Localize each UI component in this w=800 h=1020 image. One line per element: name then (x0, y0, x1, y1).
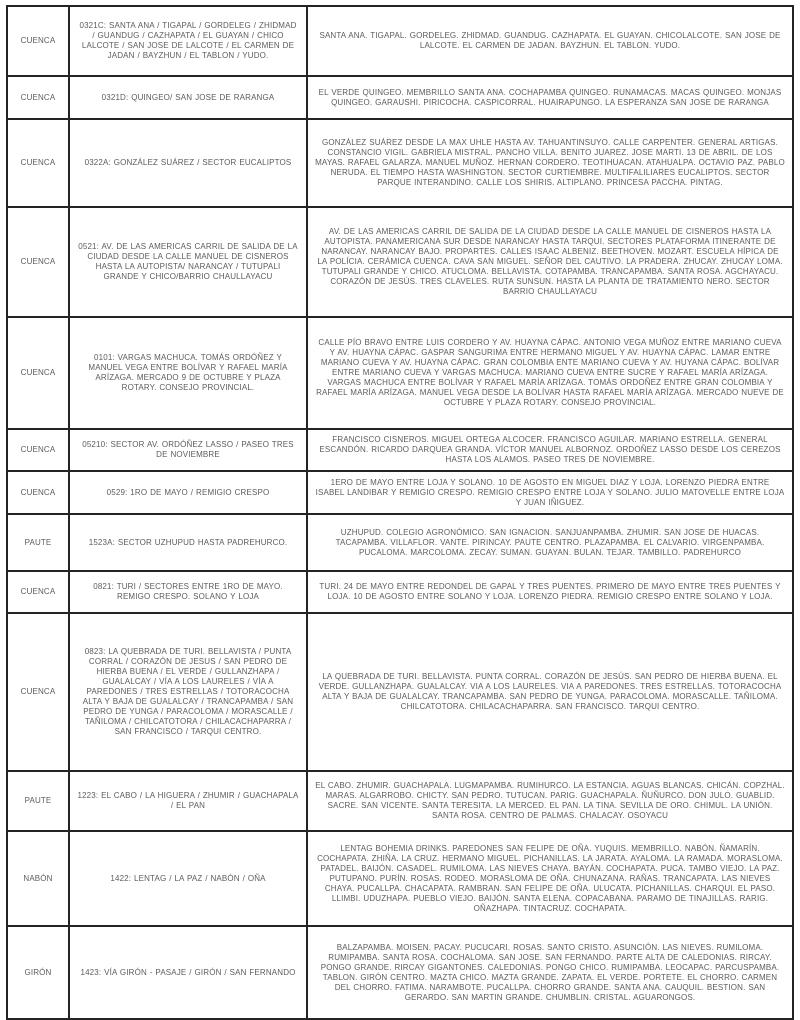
detail-cell: UZHUPUD. COLEGIO AGRONÓMICO. SAN IGNACION. SANJUANPAMBA. ZHUMIR. SAN JOSE DE HUACAS. TACAPAMBA. VILLAFLOR. VANTE. PIRINCAY. PAUTE CENTRO. PLAZAPAMBA. EL CALVARIO. VIRGENPAMBA. PUCALOMA. MARCOLOMA. ZECAY. SUMAN. GUAYAN. BULAN. TEJAR. TAMBILLO. PADREHURCO (307, 514, 793, 571)
detail-cell: SANTA ANA. TIGAPAL. GORDELEG. ZHIDMAD. GUANDUG. CAZHAPATA. EL GUAYAN. CHICOLALCOTE. SAN JOSE DE LALCOTE. EL CARMEN DE JADAN. BAYZHUN. EL TABLON. YUDO. (307, 6, 793, 76)
table-row (7, 831, 793, 926)
coverage-table (6, 5, 794, 1020)
sector-cell: 1422: LENTAG / LA PAZ / NABÓN / OÑA (69, 831, 307, 926)
table-row (7, 571, 793, 613)
table-row (7, 76, 793, 119)
table-row (7, 317, 793, 429)
sector-cell: 1523A: SECTOR UZHUPUD HASTA PADREHURCO. (69, 514, 307, 571)
sector-cell: 0321C: SANTA ANA / TIGAPAL / GORDELEG / ZHIDMAD / GUANDUG / CAZHAPATA / EL GUAYAN / CHICO LALCOTE / SAN JOSE DE LALCOTE / EL CARMEN DE JADAN / BAYZHUN / EL TABLON / YUDO. (69, 6, 307, 76)
detail-cell: AV. DE LAS AMERICAS CARRIL DE SALIDA DE LA CIUDAD DESDE LA CALLE MANUEL DE CISNEROS HASTA LA AUTOPISTA. PANAMERICANA SUR DESDE NARANCAY HASTA TARQUI. SECTORES PLATAFORMA ITINERANTE DE NARANCAY. NARANCAY BAJO. PROPARTES. CALLES ISAAC ALBENIZ. BEETHOVEN. MOZART. ESCUELA HÍPICA DE LA POLÍCIA. CERÁMICA CUENCA. CAVA SAN MIGUEL. SEÑOR DEL CAUTIVO. LA PRADERA. ZHUCAY. ZHUCAY LOMA. TUTUPALI GRANDE Y CHICO. ATUCLOMA. BELLAVISTA. COTAPAMBA. TRANCAPAMBA. SANTA ROSA. AGCHAYACU. CORAZÓN DE JESÚS. TRES CLAVELES. RUTA SUNSUN. HASTA LA PLANTA DE TRATAMIENTO NERO. SECTOR BARRIO CHAULLAYACU (307, 207, 793, 317)
canton-cell: PAUTE (7, 771, 69, 831)
canton-cell: CUENCA (7, 207, 69, 317)
detail-cell: FRANCISCO CISNEROS. MIGUEL ORTEGA ALCOCER. FRANCISCO AGUILAR. MARIANO ESTRELLA. GENERAL ESCANDÓN. RICARDO DARQUEA GRANDA. VÍCTOR MANUEL ALBORNOZ. ORDOÑEZ LASSO DESDE LOS CEREZOS HASTA LOS ALAMOS. PASEO TRES DE NOVIEMBRE. (307, 429, 793, 471)
detail-cell: BALZAPAMBA. MOISEN. PACAY. PUCUCARI. ROSAS. SANTO CRISTO. ASUNCIÓN. LAS NIEVES. RUMILOMA. RUMIPAMBA. SANTA ROSA. COCHALOMA. SAN JOSE. SAN FERNANDO. PARTE ALTA DE CALEDONIAS. RIRCAY. PONGO GRANDE. RIRCAY GIGANTONES. CALEDONIAS. PONGO CHICO. RUMIPAMBA. LEOCAPAC. PARCUSPAMBA. TABLON. GIRÓN CENTRO. MAZTA CHICO. MAZTA GRANDE. ZAPATA. EL VERDE. PORTETE. EL CHORRO. CARMEN DEL CHORRO. FATIMA. NARAMBOTE. PUCALLPA. CHORRO GRANDE. SANTA ANA. CAUQUIL. BESTION. SAN GERARDO. SAN MARTIN GRANDE. CHUMBLIN. CRISTAL. AGUARONGOS. (307, 926, 793, 1019)
canton-cell: CUENCA (7, 317, 69, 429)
canton-cell: CUENCA (7, 613, 69, 771)
table-row (7, 514, 793, 571)
detail-cell: EL VERDE QUINGEO. MEMBRILLO SANTA ANA. COCHAPAMBA QUINGEO. RUNAMACAS. MACAS QUINGEO. MONJAS QUINGEO. GARAUSHI. PIRICOCHA. CASPICORRAL. HUAIRAPUNGO. LA ESPERANZA SAN JOSE DE RARANGA (307, 76, 793, 119)
canton-cell: CUENCA (7, 6, 69, 76)
table-row (7, 119, 793, 207)
detail-cell: LENTAG BOHEMIA DRINKS. PAREDONES SAN FELIPE DE OÑA. YUQUIS. MEMBRILLO. NABÓN. ÑAMARÍN. COCHAPATA. ZHIÑA. LA CRUZ. HERMANO MIGUEL. PICHANILLAS. LA JARATA. AYALOMA. LA RAMADA. MORASLOMA. PATADEL. BAIJÓN. CASADEL. RUMILOMA. LAS NIEVES CHAYA. BAYÁN. COCHAPATA. PUCA. TAMBO VIEJO. LA PAZ. PUTUPANO. PURÍN. ROSAS. RODEO. MORASLOMA DE OÑA. CHUNAZANA. RAÑAS. TRANCAPATA. LAS NIEVES CHAYA. PUCALLPA. CHACAPATA. RAMBRAN. SAN FELIPE DE OÑA. ULUCATA. PICHANILLAS. CHARQUI. EL PASO. LLIMBI. UDUZHAPA. PUEBLO VIEJO. BAIJÓN. SANTA ELENA. COPACABANA. PARAMO DE TINAJILLAS. RARIG. OÑAZHAPA. TINTACRUZ. COCHAPATA. (307, 831, 793, 926)
canton-cell: CUENCA (7, 471, 69, 514)
detail-cell: LA QUEBRADA DE TURI. BELLAVISTA. PUNTA CORRAL. CORAZÓN DE JESÚS. SAN PEDRO DE HIERBA BUENA. EL VERDE. GULLANZHAPA. GUALALCAY. VIA A LOS LAURELES. VIA A PAREDONES. TRES ESTRELLAS. TOTORACOCHA ALTA Y BAJA DE GUALALCAY. TRANCAPAMBA. SAN PEDRO DE YUNGA. PARACOLOMA. MORASCALLE. TAÑILOMA. CHILCATOTORA. CHILACACHAPARRA. SAN FRANCISCO. TARQUI CENTRO. (307, 613, 793, 771)
sector-cell: 0101: VARGAS MACHUCA. TOMÁS ORDÓÑEZ Y MANUEL VEGA ENTRE BOLÍVAR Y RAFAEL MARÍA ARÍZAGA. MERCADO 9 DE OCTUBRE Y PLAZA ROTARY. CONSEJO PROVINCIAL. (69, 317, 307, 429)
detail-cell: CALLE PÍO BRAVO ENTRE LUIS CORDERO Y AV. HUAYNA CÁPAC. ANTONIO VEGA MUÑOZ ENTRE MARIANO CUEVA Y AV. HUAYNA CÁPAC. GASPAR SANGURIMA ENTRE HERMANO MIGUEL Y AV. HUAYNA CÁPAC. LAMAR ENTRE MARIANO CUEVA Y AV. HUAYNA CÁPAC. GRAN COLOMBIA ENTE MARIANO CUEVA Y AV. HUYANA CÁPAC. BOLÍVAR ENTRE MARIANO CUEVA Y VARGAS MACHUCA. MARIANO CUEVA ENTRE SUCRE Y RAFAEL MARÍA ARÍZAGA. VARGAS MACHUCA ENTRE BOLÍVAR Y RAFAEL MARÍA ARÍZAGA. TOMÁS ORDOÑEZ ENTRE GRAN COLOMBIA Y RAFAEL MARÍA ARÍZAGA. MANUEL VEGA DESDE LA BOLÍVAR HASTA RAFAEL MARÍA ARÍZAGA. MERCADO NUEVE DE OCTUBRE Y PLAZA ROTARY. CONSEJO PROVINCIAL. (307, 317, 793, 429)
sector-cell: 05210: SECTOR AV. ORDÓÑEZ LASSO / PASEO TRES DE NOVIEMBRE (69, 429, 307, 471)
table-row (7, 613, 793, 771)
canton-cell: NABÓN (7, 831, 69, 926)
table-row (7, 6, 793, 76)
canton-cell: CUENCA (7, 76, 69, 119)
sector-cell: 1223: EL CABO / LA HIGUERA / ZHUMIR / GUACHAPALA / EL PAN (69, 771, 307, 831)
canton-cell: GIRÓN (7, 926, 69, 1019)
detail-cell: TURI. 24 DE MAYO ENTRE REDONDEL DE GAPAL Y TRES PUENTES. PRIMERO DE MAYO ENTRE TRES PUENTES Y LOJA. 10 DE AGOSTO ENTRE SOLANO Y LOJA. LORENZO PIEDRA. REMIGIO CRESPO ENTRE SOLANO Y LOJA. (307, 571, 793, 613)
canton-cell: PAUTE (7, 514, 69, 571)
detail-cell: GONZÁLEZ SUÁREZ DESDE LA MAX UHLE HASTA AV. TAHUANTINSUYO. CALLE CARPENTER. GENERAL ARTIGAS. CONSTANCIO VIGIL. GABRIELA MISTRAL. PANCHO VILLA. BENITO JUAREZ. JOSE MARTI. 13 DE ABRIL. DE LOS MAYAS. RAFAEL GALARZA. MANUEL MUÑOZ. HERNAN CORDERO. TEOTIHUACAN. ATAHUALPA. OCTAVIO PAZ. PABLO NERUDA. EL TIEMPO HASTA WASHINGTON. SECTOR CURTIEMBRE. MULTIFALILIARES EUCALIPTOS. SECTOR PARQUE INTERANDINO. CALLE LOS SHIRIS. ALTIPLANO. PRINCESA PACCHA. PINTAG. (307, 119, 793, 207)
table-row (7, 771, 793, 831)
sector-cell: 0521: AV. DE LAS AMERICAS CARRIL DE SALIDA DE LA CIUDAD DESDE LA CALLE MANUEL DE CISNEROS HASTA LA AUTOPISTA/ NARANCAY / TUTUPALI GRANDE Y CHICO/BARRIO CHAULLAYACU (69, 207, 307, 317)
canton-cell: CUENCA (7, 429, 69, 471)
detail-cell: EL CABO. ZHUMIR. GUACHAPALA. LUGMAPAMBA. RUMIHURCO. LA ESTANCIA. AGUAS BLANCAS. CHICÁN. COPZHAL. MARAS. ALGARROBO. CHICTY. SAN PEDRO. TUTUCAN. PARIG. GUACHAPALA. ÑUÑURCO. DON JULO. GUABLID. SACRE. SAN VICENTE. SANTA TERESITA. LA MERCED. EL PAN. LA TINA. SEVILLA DE ORO. CHIMUL. LA UNIÓN. SANTA ROSA. CENTRO DE PALMAS. CHALACAY. OSOYACU (307, 771, 793, 831)
table-row (7, 429, 793, 471)
sector-cell: 0321D: QUINGEO/ SAN JOSE DE RARANGA (69, 76, 307, 119)
canton-cell: CUENCA (7, 119, 69, 207)
sector-cell: 0823: LA QUEBRADA DE TURI. BELLAVISTA / PUNTA CORRAL / CORAZÓN DE JESUS / SAN PEDRO DE HIERBA BUENA / EL VERDE / GULLANZHAPA / GUALALCAY / VÍA A LOS LAURELES / VÍA A PAREDONES / TRES ESTRELLAS / TOTORACOCHA ALTA Y BAJA DE GUALALCAY / TRANCAPAMBA / SAN PEDRO DE YUNGA / PARACOLOMA / MORASCALLE / TAÑILOMA / CHILCATOTORA / CHILACACHAPARRA / SAN FRANCISCO / TARQUI CENTRO. (69, 613, 307, 771)
table-row (7, 471, 793, 514)
table-row (7, 926, 793, 1019)
sector-cell: 0821: TURI / SECTORES ENTRE 1RO DE MAYO. REMIGO CRESPO. SOLANO Y LOJA (69, 571, 307, 613)
detail-cell: 1ERO DE MAYO ENTRE LOJA Y SOLANO. 10 DE AGOSTO EN MIGUEL DIAZ Y LOJA. LORENZO PIEDRA ENTRE ISABEL LANDIBAR Y REMIGIO CRESPO. REMIGIO CRESPO ENTRE LOJA Y SOLANO. JULIO MATOVELLE ENTRE LOJA Y JUAN IÑIGUEZ. (307, 471, 793, 514)
sector-cell: 0529: 1RO DE MAYO / REMIGIO CRESPO (69, 471, 307, 514)
sector-cell: 1423: VÍA GIRÓN - PASAJE / GIRÓN / SAN FERNANDO (69, 926, 307, 1019)
sector-cell: 0322A: GONZÁLEZ SUÁREZ / SECTOR EUCALIPTOS (69, 119, 307, 207)
table-row (7, 207, 793, 317)
canton-cell: CUENCA (7, 571, 69, 613)
